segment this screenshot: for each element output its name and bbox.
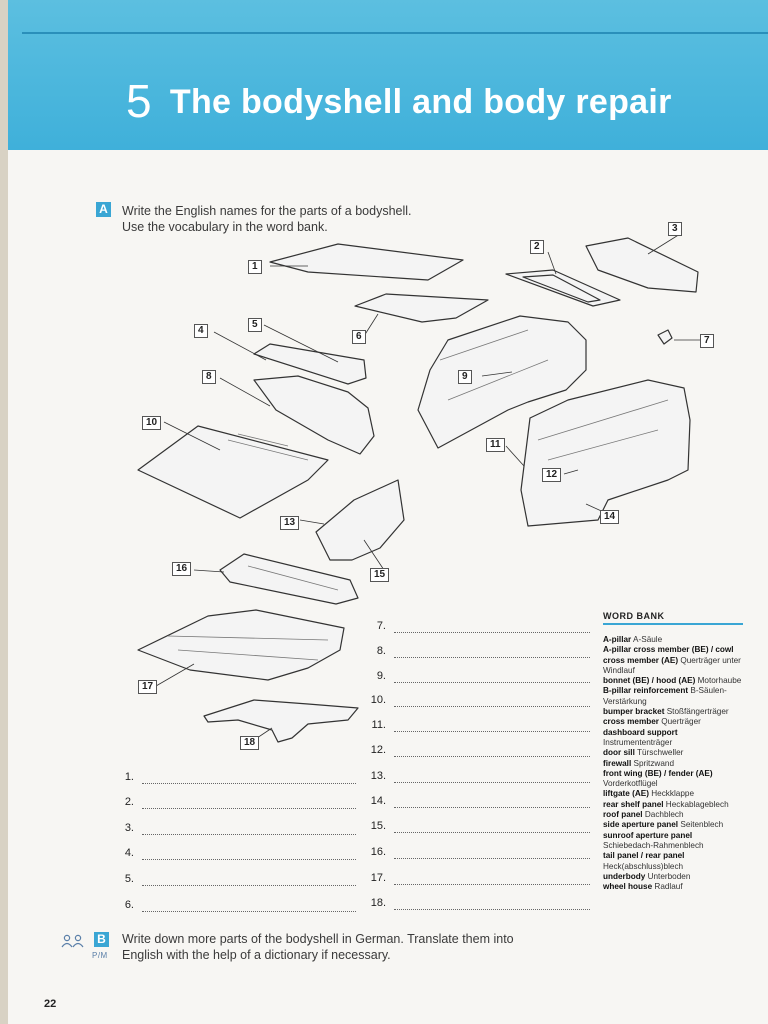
answer-blank[interactable] (394, 884, 590, 885)
answer-number: 9. (376, 670, 386, 682)
answer-blank[interactable] (142, 834, 356, 835)
word-bank-english: A-pillar (603, 635, 632, 644)
chapter-title-text: The bodyshell and body repair (169, 83, 672, 121)
word-bank-entry (603, 759, 743, 769)
word-bank-english: front wing (BE) / fender (AE) (603, 768, 713, 778)
word-bank-german: A-Säule (631, 635, 663, 644)
word-bank-entry (603, 810, 743, 820)
word-bank-german: Vorderkotflügel (603, 779, 658, 789)
answer-number: 14. (370, 795, 386, 807)
answer-number: 10. (370, 694, 386, 706)
answer-number: 1. (124, 771, 134, 783)
answer-blank[interactable] (394, 657, 590, 658)
answer-number: 4. (124, 847, 134, 859)
exercise-b-instruction (122, 931, 514, 963)
word-bank-english: roof panel (603, 810, 643, 820)
word-bank-entry (603, 820, 743, 830)
underbody-drawing (138, 610, 344, 680)
callout-14: 14 (600, 510, 619, 524)
word-bank-english: underbody (603, 871, 646, 881)
word-bank-english: door sill (603, 748, 635, 758)
word-bank-english: bonnet (BE) / hood (AE) (603, 676, 696, 686)
page-number: 22 (44, 998, 57, 1010)
word-bank-entry (603, 882, 743, 892)
word-bank-entry (603, 686, 743, 707)
word-bank-german: Spritzwand (631, 758, 674, 768)
word-bank-english: cross member (603, 717, 659, 727)
word-bank-german: Seitenblech (678, 820, 724, 830)
word-bank-german: Instrumententräger (603, 737, 673, 747)
side-panel-drawing (521, 380, 690, 526)
answer-number: 16. (370, 846, 386, 858)
answer-number: 7. (376, 620, 386, 632)
callout-7: 7 (700, 334, 714, 348)
word-bank-english: firewall (603, 758, 632, 768)
sunroof-aperture-drawing (506, 270, 620, 306)
word-bank-german: B-Säulen-Verstärkung (603, 686, 727, 706)
callout-3: 3 (668, 222, 682, 236)
callout-18: 18 (240, 736, 259, 750)
answer-number: 15. (370, 820, 386, 832)
word-bank-entry (603, 676, 743, 686)
answer-number: 5. (124, 873, 134, 885)
word-bank-english: tail panel / rear panel (603, 851, 685, 861)
word-bank-german: Stoßfängerträger (664, 707, 729, 717)
word-bank-german: Heck(abschluss)blech (603, 861, 684, 871)
answer-blank[interactable] (142, 859, 356, 860)
word-bank-german: Heckablageblech (663, 799, 729, 809)
answer-number: 2. (124, 796, 134, 808)
answer-number: 3. (124, 822, 134, 834)
answer-number: 12. (370, 744, 386, 756)
word-bank-german: Querträger unter Windlauf (603, 655, 741, 675)
word-bank-german: Türschweller (634, 748, 684, 758)
exercise-b-instruction-line2: English with the help of a dictionary if necessary. (122, 948, 391, 962)
answer-blank[interactable] (394, 731, 590, 732)
answer-blank[interactable] (142, 885, 356, 886)
answer-blank[interactable] (394, 756, 590, 757)
pm-marker: P/M (92, 951, 108, 960)
roof-panel-drawing (270, 244, 463, 280)
bonnet-drawing (138, 426, 328, 518)
word-bank-entry (603, 769, 743, 790)
word-bank-english: rear shelf panel (603, 799, 664, 809)
sub-frame-drawing (204, 700, 358, 742)
dashboard-support-drawing (220, 554, 358, 604)
word-bank-english: sunroof aperture panel (603, 830, 693, 840)
word-bank-german: Motorhaube (695, 676, 742, 686)
exercise-a-instruction-line1: Write the English names for the parts of a bodyshell. (122, 204, 412, 218)
word-bank-entry (603, 851, 743, 872)
front-wing-drawing (316, 480, 404, 560)
callout-16: 16 (172, 562, 191, 576)
word-bank-german: Schiebedach-Rahmenblech (603, 840, 704, 850)
callout-6: 6 (352, 330, 366, 344)
callout-11: 11 (486, 438, 505, 452)
word-bank-entry (603, 748, 743, 758)
answer-number: 11. (371, 719, 386, 731)
callout-1: 1 (248, 260, 262, 274)
chapter-number: 5 (126, 75, 152, 127)
exercise-a-instruction-line2: Use the vocabulary in the word bank. (122, 220, 328, 234)
answer-number: 17. (370, 872, 386, 884)
word-bank-english: liftgate (AE) (603, 789, 649, 799)
bumper-bracket-drawing (658, 330, 672, 344)
answer-blank[interactable] (394, 632, 590, 633)
cross-member-drawing (355, 294, 488, 322)
exercise-b-label: B (94, 932, 109, 947)
exercise-b-instruction-line1: Write down more parts of the bodyshell in German. Translate them into (122, 932, 514, 946)
answer-blank[interactable] (394, 782, 590, 783)
word-bank-german: Dachblech (642, 810, 684, 820)
word-bank-entry (603, 789, 743, 799)
word-bank-german: Heckklappe (648, 789, 695, 799)
callout-9: 9 (458, 370, 472, 384)
word-bank-german: Querträger (658, 717, 701, 727)
word-bank-english: B-pillar reinforcement (603, 686, 689, 696)
callout-15: 15 (370, 568, 389, 582)
word-bank-entry (603, 707, 743, 717)
word-bank-german: Unterboden (645, 871, 691, 881)
answer-number: 18. (370, 897, 386, 909)
exercise-a-label: A (96, 202, 111, 217)
callout-2: 2 (530, 240, 544, 254)
word-bank-english: A-pillar cross member (BE) / cowl cross member (AE) (603, 645, 734, 665)
answer-blank[interactable] (394, 807, 590, 808)
callout-17: 17 (138, 680, 157, 694)
callout-4: 4 (194, 324, 208, 338)
word-bank-title: WORD BANK (603, 611, 743, 625)
callout-13: 13 (280, 516, 299, 530)
answer-number: 6. (124, 899, 134, 911)
callout-10: 10 (142, 416, 161, 430)
answer-blank[interactable] (394, 682, 590, 683)
word-bank-entry (603, 831, 743, 852)
word-bank-entry (603, 800, 743, 810)
answer-blank[interactable] (394, 832, 590, 833)
word-bank-english: dashboard support (603, 727, 678, 737)
word-bank (603, 611, 743, 892)
word-bank-english: bumper bracket (603, 707, 665, 717)
word-bank-english: side aperture panel (603, 820, 679, 830)
tail-panel-drawing (586, 238, 698, 292)
callout-8: 8 (202, 370, 216, 384)
answer-number: 13. (370, 770, 386, 782)
answer-blank[interactable] (394, 909, 590, 910)
callout-5: 5 (248, 318, 262, 332)
answer-blank[interactable] (394, 858, 590, 859)
word-bank-entry (603, 872, 743, 882)
answer-blank[interactable] (394, 706, 590, 707)
word-bank-entry (603, 645, 743, 676)
word-bank-entry (603, 728, 743, 749)
pair-work-icon (60, 934, 86, 948)
textbook-page (8, 0, 768, 1024)
word-bank-list (603, 635, 743, 892)
answer-blank[interactable] (142, 911, 356, 912)
callout-12: 12 (542, 468, 561, 482)
answer-number: 8. (376, 645, 386, 657)
word-bank-entry (603, 717, 743, 727)
answer-blank[interactable] (142, 808, 356, 809)
word-bank-entry (603, 635, 743, 645)
word-bank-english: wheel house (603, 882, 653, 892)
answer-blank[interactable] (142, 783, 356, 784)
word-bank-german: Radlauf (652, 882, 683, 892)
